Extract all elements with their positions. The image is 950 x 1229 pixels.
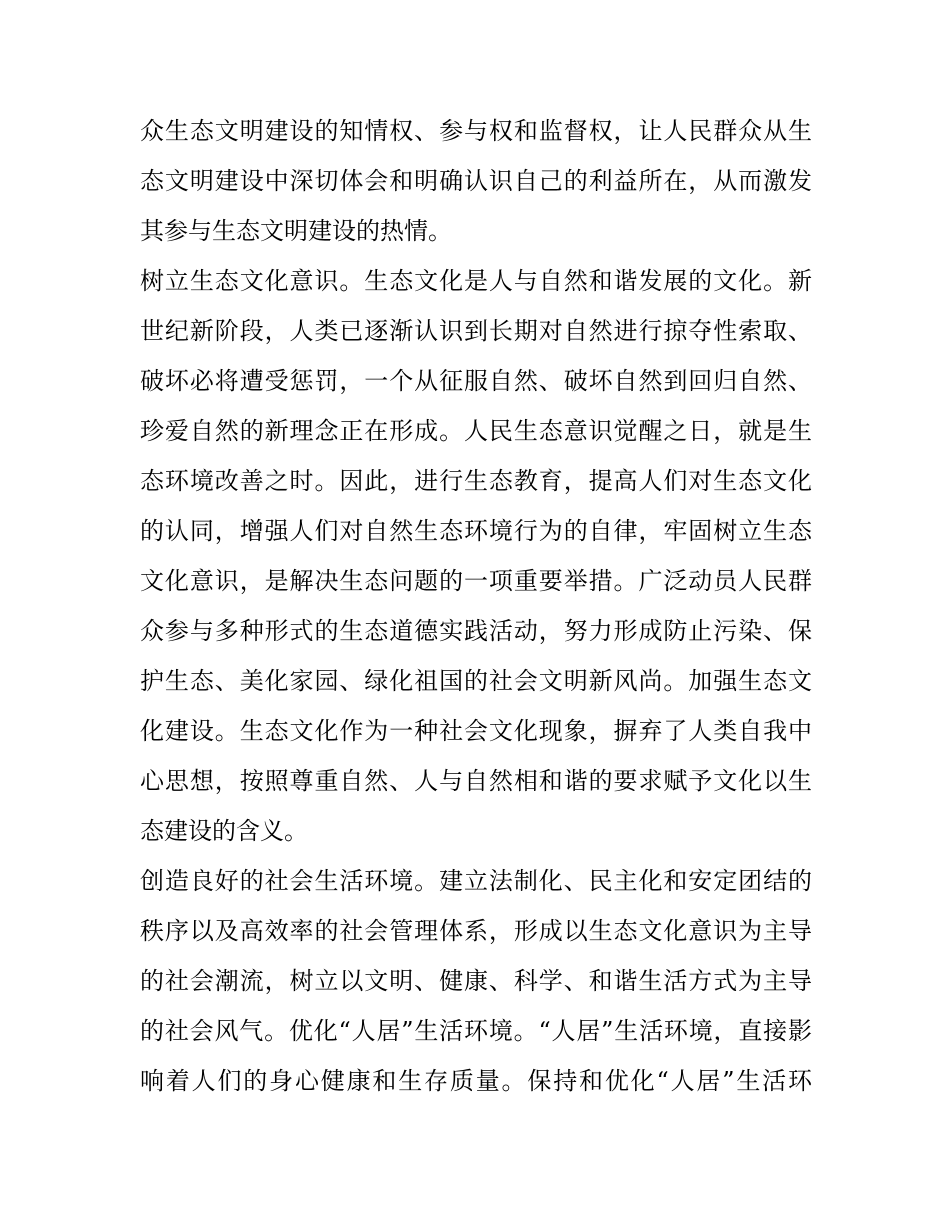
text-line: 文化意识，是解决生态问题的一项重要举措。广泛动员人民群 [140,567,812,595]
paragraph-2 [140,256,812,856]
text-line: 众参与多种形式的生态道德实践活动，努力形成防止污染、保 [140,617,812,645]
text-line: 的社会风气。优化“人居”生活环境。“人居”生活环境，直接影 [140,1017,812,1045]
document-page [140,106,812,1106]
text-line: 态文明建设中深切体会和明确认识自己的利益所在，从而激发 [140,167,812,195]
paragraph-1 [140,106,812,256]
text-line: 众生态文明建设的知情权、参与权和监督权，让人民群众从生 [140,117,812,145]
text-line: 化建设。生态文化作为一种社会文化现象，摒弃了人类自我中 [140,717,812,745]
text-line: 秩序以及高效率的社会管理体系，形成以生态文化意识为主导 [140,917,812,945]
text-line: 破坏必将遭受惩罚，一个从征服自然、破坏自然到回归自然、 [140,367,812,395]
text-line: 响着人们的身心健康和生存质量。保持和优化“人居”生活环 [140,1067,812,1095]
text-line: 的社会潮流，树立以文明、健康、科学、和谐生活方式为主导 [140,967,812,995]
text-line: 态环境改善之时。因此，进行生态教育，提高人们对生态文化 [140,467,812,495]
text-line: 心思想，按照尊重自然、人与自然相和谐的要求赋予文化以生 [140,767,812,795]
text-line: 树立生态文化意识。生态文化是人与自然和谐发展的文化。新 [140,267,812,295]
text-line: 世纪新阶段，人类已逐渐认识到长期对自然进行掠夺性索取、 [140,317,812,345]
text-line: 的认同，增强人们对自然生态环境行为的自律，牢固树立生态 [140,517,812,545]
text-line: 护生态、美化家园、绿化祖国的社会文明新风尚。加强生态文 [140,667,812,695]
paragraph-3 [140,856,812,1106]
text-line: 珍爱自然的新理念正在形成。人民生态意识觉醒之日，就是生 [140,417,812,445]
text-line: 创造良好的社会生活环境。建立法制化、民主化和安定团结的 [140,867,812,895]
text-line: 态建设的含义。 [140,817,308,845]
text-line: 其参与生态文明建设的热情。 [140,217,452,245]
